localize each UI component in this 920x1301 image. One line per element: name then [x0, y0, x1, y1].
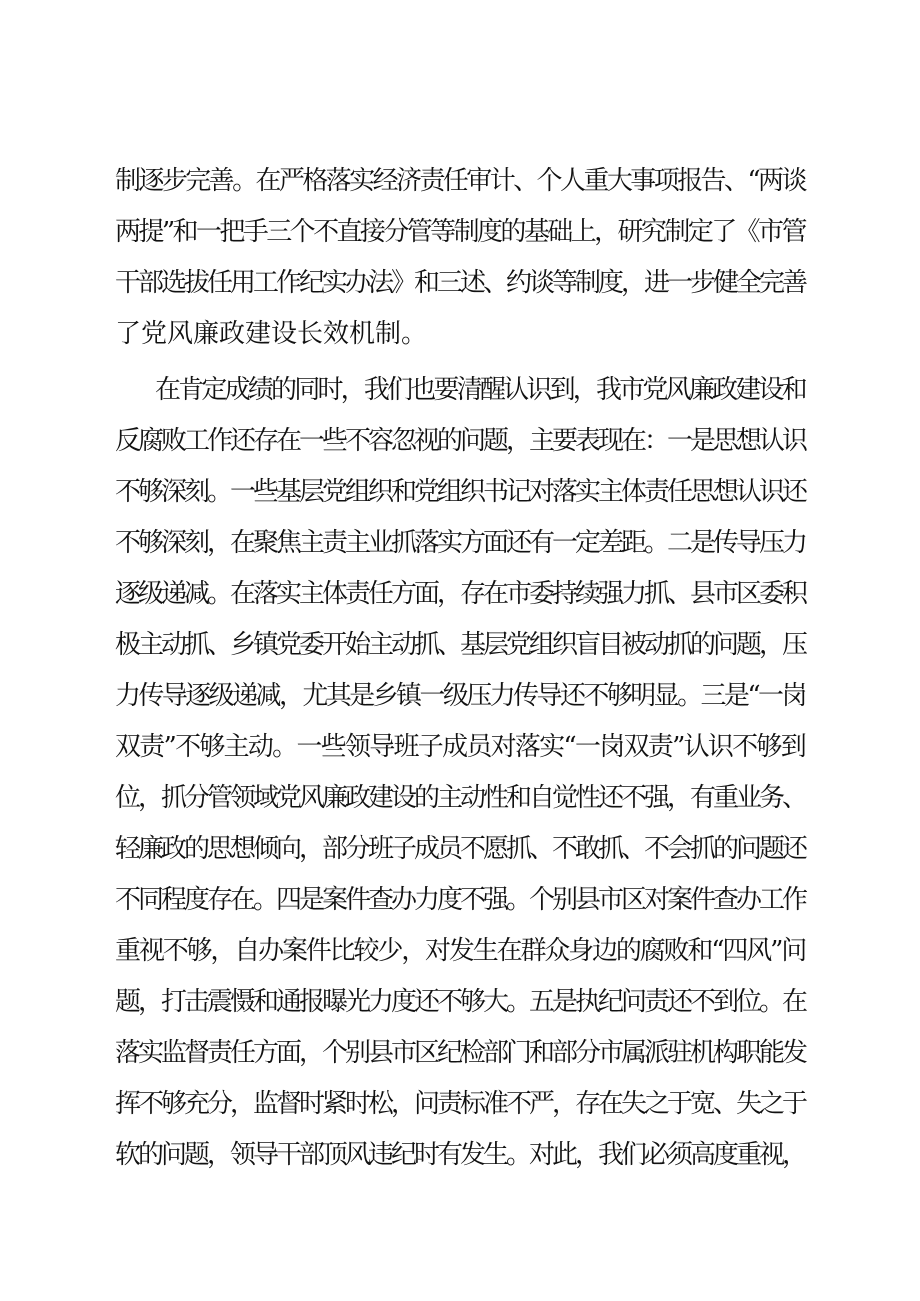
text-line-content: 软的问题，领导干部顶风违纪时有发生。对此，我们必须高度重视， — [115, 1140, 806, 1170]
text-line — [0, 161, 920, 201]
text-line — [0, 727, 920, 767]
text-line-content: 干部选拔任用工作纪实办法》和三述、约谈等制度，进一步健全完善 — [115, 268, 806, 298]
text-line-content: 落实监督责任方面，个别县市区纪检部门和部分市属派驻机构职能发 — [115, 1038, 806, 1068]
text-line-content: 不同程度存在。四是案件查办力度不强。个别县市区对案件查办工作 — [115, 885, 806, 915]
text-line-content: 题，打击震慑和通报曝光力度还不够大。五是执纪问责还不到位。在 — [115, 987, 806, 1017]
text-line-content: 不够深刻，在聚焦主责主业抓落实方面还有一定差距。二是传导压力 — [115, 528, 806, 558]
text-line — [0, 625, 920, 665]
text-line-content: 轻廉政的思想倾向，部分班子成员不愿抓、不敢抓、不会抓的问题还 — [115, 834, 806, 864]
text-line — [0, 982, 920, 1022]
text-line-content: 极主动抓、乡镇党委开始主动抓、基层党组织盲目被动抓的问题，压 — [115, 630, 806, 660]
text-line — [0, 1084, 920, 1124]
text-line — [0, 829, 920, 869]
text-line — [0, 370, 920, 410]
text-line — [0, 212, 920, 252]
text-line-content: 重视不够，自办案件比较少，对发生在群众身边的腐败和“四风”问 — [115, 936, 806, 966]
text-line-content: 位，抓分管领域党风廉政建设的主动性和自觉性还不强，有重业务、 — [115, 783, 806, 813]
text-line-content: 反腐败工作还存在一些不容忽视的问题，主要表现在：一是思想认识 — [115, 426, 806, 456]
text-line-content: 了党风廉政建设长效机制。 — [115, 319, 428, 349]
text-line — [0, 263, 920, 303]
text-line-content: 不够深刻。一些基层党组织和党组织书记对落实主体责任思想认识还 — [115, 477, 806, 507]
text-line-content: 制逐步完善。在严格落实经济责任审计、个人重大事项报告、“两谈 — [115, 166, 805, 196]
text-line-content: 在肯定成绩的同时，我们也要清醒认识到，我市党风廉政建设和 — [155, 375, 805, 405]
text-line — [0, 574, 920, 614]
text-line — [0, 314, 920, 354]
text-line-content: 挥不够充分，监督时紧时松，问责标准不严，存在失之于宽、失之于 — [115, 1089, 806, 1119]
text-line — [0, 523, 920, 563]
text-line — [0, 1135, 920, 1175]
text-line — [0, 421, 920, 461]
text-line-content: 两提”和一把手三个不直接分管等制度的基础上，研究制定了《市管 — [115, 217, 805, 247]
text-line — [0, 676, 920, 716]
text-line-content: 力传导逐级递减，尤其是乡镇一级压力传导还不够明显。三是“一岗 — [115, 681, 805, 711]
text-line — [0, 1033, 920, 1073]
text-line-content: 双责”不够主动。一些领导班子成员对落实“一岗双责”认识不够到 — [115, 732, 805, 762]
text-line — [0, 778, 920, 818]
text-line — [0, 880, 920, 920]
text-line — [0, 472, 920, 512]
text-line-content: 逐级递减。在落实主体责任方面，存在市委持续强力抓、县市区委积 — [115, 579, 806, 609]
text-line — [0, 931, 920, 971]
